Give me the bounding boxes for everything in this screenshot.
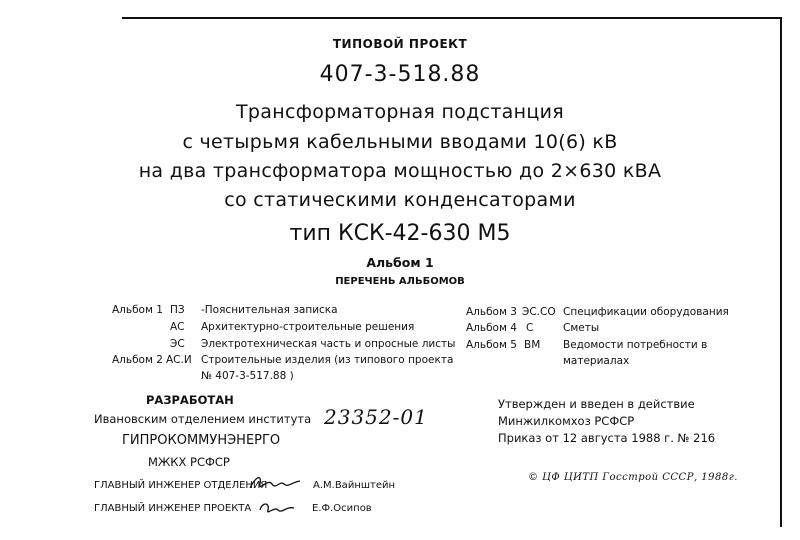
frame-top-line	[122, 17, 782, 19]
list-item-album: Альбом 1	[112, 304, 163, 316]
signature-role: ГЛАВНЫЙ ИНЖЕНЕР ОТДЕЛЕНИЯ	[94, 480, 268, 491]
developer-ministry: МЖКХ РСФСР	[148, 455, 230, 469]
list-item-album: Альбом 4	[466, 322, 517, 334]
title-line-4: со статическими конденсаторами	[224, 189, 576, 211]
list-item-desc: материалах	[563, 355, 630, 367]
list-item-code: ЭС	[170, 338, 185, 350]
list-item-desc: Электротехническая часть и опросные листы	[201, 338, 456, 350]
list-item-code: АС.И	[166, 354, 192, 366]
list-item-code: ВМ	[524, 339, 541, 351]
list-item-album: Альбом 3	[466, 306, 517, 318]
title-line-3: на два трансформатора мощностью до 2×630 кВА	[138, 160, 662, 182]
list-item-desc: № 407-3-517.88 )	[201, 370, 294, 382]
developer-line-1: Ивановским отделением института	[94, 412, 312, 426]
developer-institute: ГИПРОКОММУНЭНЕРГО	[122, 433, 281, 448]
signature-scribble	[256, 496, 298, 518]
list-item-code: ЭС.СО	[522, 306, 556, 318]
album-list-title: ПЕРЕЧЕНЬ АЛЬБОМОВ	[335, 276, 465, 287]
list-item-desc: -Пояснительная записка	[201, 304, 338, 316]
list-item-code: ПЗ	[170, 304, 185, 316]
list-item-desc: Сметы	[563, 322, 600, 334]
title-line-2: с четырьмя кабельными вводами 10(6) кВ	[182, 131, 618, 153]
list-item-desc: Спецификации оборудования	[563, 306, 729, 318]
list-item-album: Альбом 5	[466, 339, 517, 351]
list-item-code: С	[526, 322, 534, 334]
project-number: 407-3-518.88	[319, 62, 481, 87]
signatory-name: А.М.Вайнштейн	[313, 480, 396, 491]
album-label: Альбом 1	[366, 255, 434, 270]
approval-line-3: Приказ от 12 августа 1988 г. № 216	[498, 431, 716, 445]
approval-line-2: Минжилкомхоз РСФСР	[498, 414, 635, 428]
developer-heading: РАЗРАБОТАН	[146, 393, 234, 407]
frame-right-line	[780, 17, 782, 527]
document-registration-number: 23352-01	[324, 405, 428, 429]
list-item-code: АС	[170, 321, 185, 333]
type-designation: тип КСК-42-630 М5	[289, 221, 511, 246]
list-item-album: Альбом 2	[112, 354, 163, 366]
signature-scribble	[246, 470, 304, 496]
title-line-1: Трансформаторная подстанция	[236, 101, 564, 123]
project-type-label: ТИПОВОЙ ПРОЕКТ	[332, 37, 468, 51]
list-item-desc: Архитектурно-строительные решения	[201, 321, 415, 333]
list-item-desc: Ведомости потребности в	[563, 339, 708, 351]
approval-line-1: Утвержден и введен в действие	[498, 397, 695, 411]
signatory-name: Е.Ф.Осипов	[312, 503, 372, 514]
list-item-desc: Строительные изделия (из типового проекта	[201, 354, 454, 366]
copyright-note: © ЦФ ЦИТП Госстрой СССР, 1988г.	[528, 472, 738, 483]
signature-role: ГЛАВНЫЙ ИНЖЕНЕР ПРОЕКТА	[94, 503, 252, 514]
